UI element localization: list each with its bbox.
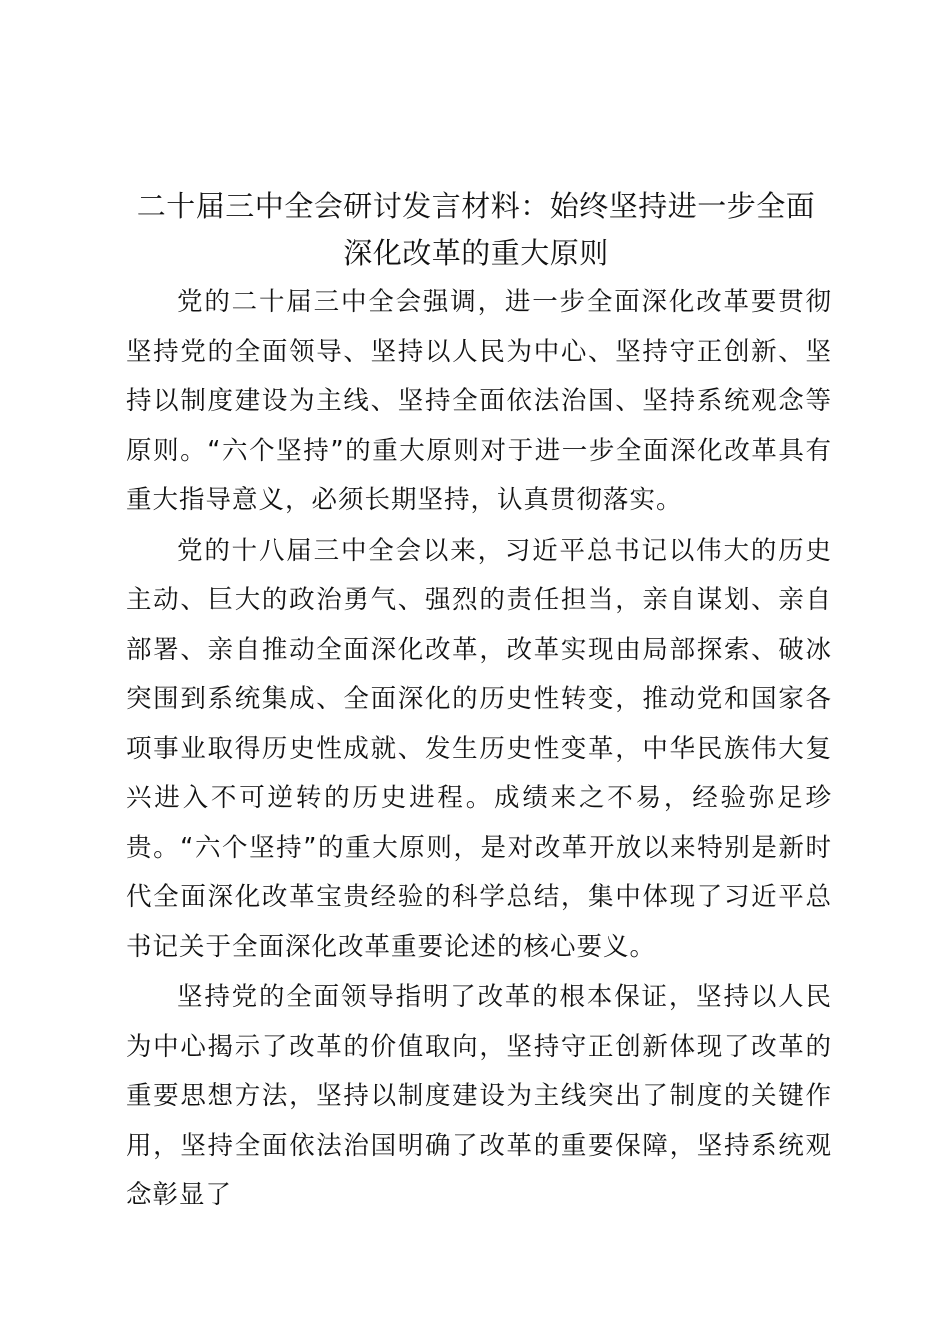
paragraph-3: 坚持党的全面领导指明了改革的根本保证，坚持以人民为中心揭示了改革的价值取向，坚持守正创新体现了改革的重要思想方法，坚持以制度建设为主线突出了制度的关键作用，坚持全面依法治国明确了改革的重要保障，坚持系统观念彰显了 — [126, 982, 832, 1210]
document-title: 二十届三中全会研讨发言材料：始终坚持进一步全面深化改革的重大原则 — [136, 189, 816, 270]
paragraph-1: 党的二十届三中全会强调，进一步全面深化改革要贯彻坚持党的全面领导、坚持以人民为中心、坚持守正创新、坚持以制度建设为主线、坚持全面依法治国、坚持系统观念等原则。“六个坚持”的重大原则对于进一步全面深化改革具有重大指导意义，必须长期坚持，认真贯彻落实。 — [126, 287, 832, 515]
document-body — [126, 278, 832, 1221]
paragraph-2: 党的十八届三中全会以来，习近平总书记以伟大的历史主动、巨大的政治勇气、强烈的责任担当，亲自谋划、亲自部署、亲自推动全面深化改革，改革实现由局部探索、破冰突围到系统集成、全面深化的历史性转变，推动党和国家各项事业取得历史性成就、发生历史性变革，中华民族伟大复兴进入不可逆转的历史进程。成绩来之不易，经验弥足珍贵。“六个坚持”的重大原则，是对改革开放以来特别是新时代全面深化改革宝贵经验的科学总结，集中体现了习近平总书记关于全面深化改革重要论述的核心要义。 — [126, 535, 832, 962]
